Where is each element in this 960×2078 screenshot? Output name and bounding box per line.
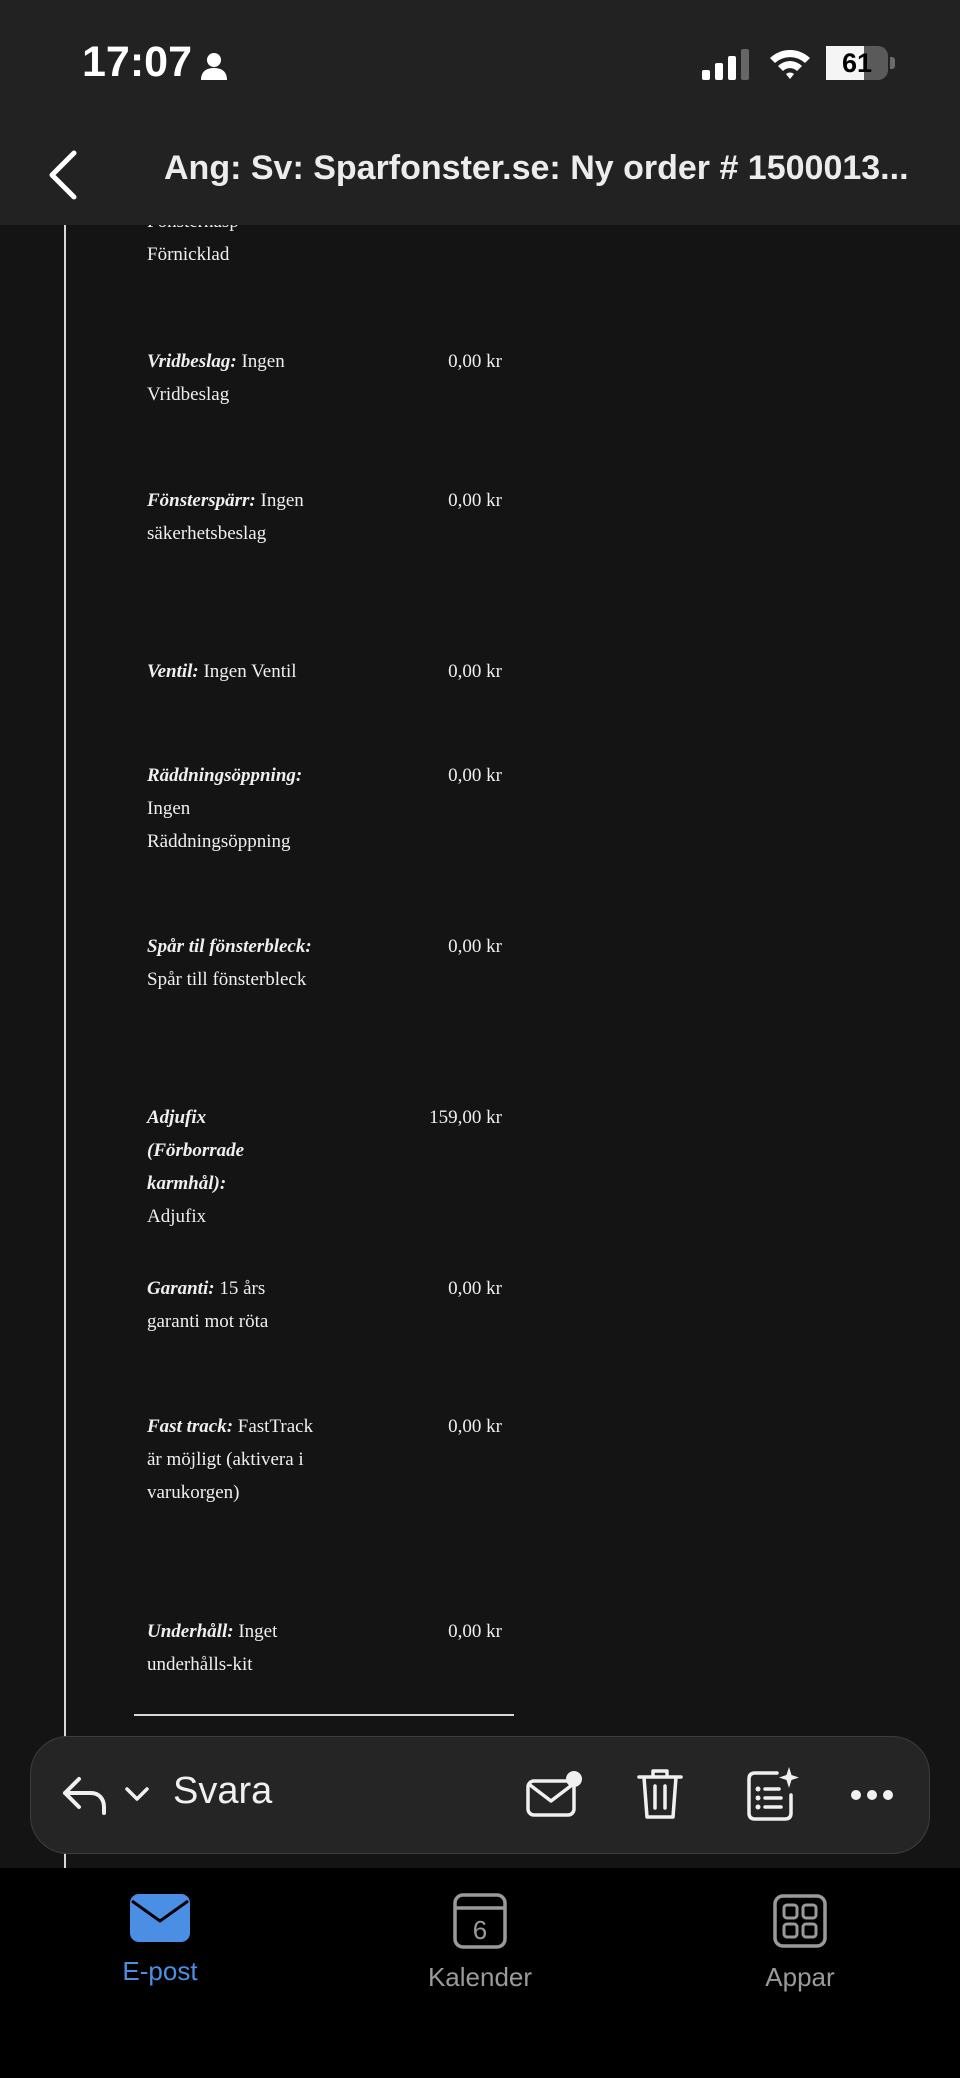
apps-grid-icon bbox=[772, 1892, 828, 1950]
option-price: 159,00 kr bbox=[429, 1107, 502, 1128]
option-label: Fast track: bbox=[147, 1416, 234, 1437]
option-description bbox=[147, 1101, 257, 1233]
tab-label: Kalender bbox=[427, 1962, 533, 1992]
status-time: 17:07 bbox=[82, 38, 192, 86]
option-label: Underhåll: bbox=[147, 1621, 234, 1642]
battery-indicator bbox=[826, 46, 896, 80]
calendar-day: 6 bbox=[472, 1915, 488, 1945]
reply-action-bar bbox=[30, 1736, 930, 1854]
option-description bbox=[147, 1272, 322, 1338]
option-label: Ventil: bbox=[147, 661, 199, 682]
person-icon bbox=[198, 50, 230, 82]
wifi-icon bbox=[768, 46, 812, 80]
option-description bbox=[147, 655, 322, 688]
option-value: Adjufix bbox=[147, 1206, 207, 1227]
summary-divider bbox=[134, 1714, 514, 1716]
email-body[interactable] bbox=[0, 225, 960, 1865]
option-label: Adjufix (Förborrade karmhål): bbox=[147, 1107, 245, 1194]
status-bar bbox=[0, 0, 960, 125]
option-price: 0,00 kr bbox=[448, 490, 502, 511]
option-label: Garanti: bbox=[147, 1278, 215, 1299]
option-price: 0,00 kr bbox=[448, 765, 502, 786]
option-value: Spår till fönsterbleck bbox=[147, 969, 307, 990]
clipped-text: Förnicklad bbox=[147, 244, 230, 265]
option-value: Ingen säkerhetsbeslag bbox=[147, 490, 304, 544]
option-value: FastTrack är möjligt (aktivera i varukorgen) bbox=[147, 1416, 314, 1503]
battery-percent: 61 bbox=[841, 48, 873, 78]
cellular-signal-icon bbox=[700, 48, 752, 80]
option-price: 0,00 kr bbox=[448, 1621, 502, 1642]
option-description bbox=[147, 1615, 322, 1681]
option-description bbox=[147, 759, 322, 858]
option-label: Fönsterspärr: bbox=[147, 490, 256, 511]
ai-summary-icon[interactable] bbox=[743, 1765, 801, 1823]
option-label: Räddningsöppning: bbox=[147, 765, 303, 786]
mail-icon bbox=[129, 1892, 191, 1944]
mail-header bbox=[0, 125, 960, 225]
tab-calendar[interactable] bbox=[380, 1892, 580, 2012]
quote-bar bbox=[64, 225, 66, 1875]
option-price: 0,00 kr bbox=[448, 1278, 502, 1299]
chevron-down-icon[interactable] bbox=[123, 1783, 151, 1805]
option-description bbox=[147, 1410, 322, 1509]
option-description bbox=[147, 484, 322, 550]
option-description bbox=[147, 345, 322, 411]
option-description bbox=[147, 930, 322, 996]
option-label: Spår til fönsterbleck: bbox=[147, 936, 312, 957]
mark-unread-icon[interactable] bbox=[525, 1769, 583, 1821]
option-value: 15 års garanti mot röta bbox=[147, 1278, 269, 1332]
reply-button[interactable]: Svara bbox=[173, 1770, 273, 1812]
option-label: Vridbeslag: bbox=[147, 351, 237, 372]
option-value: Inget underhålls-kit bbox=[147, 1621, 278, 1675]
option-value: Ingen Räddningsöppning bbox=[147, 798, 291, 852]
option-value: Ingen Ventil bbox=[203, 661, 297, 682]
trash-icon[interactable] bbox=[635, 1765, 685, 1823]
bottom-tab-bar bbox=[0, 1868, 960, 2078]
option-price: 0,00 kr bbox=[448, 351, 502, 372]
option-price: 0,00 kr bbox=[448, 661, 502, 682]
option-value: Ingen Vridbeslag bbox=[147, 351, 285, 405]
calendar-icon bbox=[452, 1892, 508, 1950]
tab-label: Appar bbox=[765, 1962, 835, 1992]
email-subject: Ang: Sv: Sparfonster.se: Ny order # 1500013... bbox=[164, 149, 909, 187]
more-icon[interactable] bbox=[849, 1781, 895, 1809]
tab-apps[interactable] bbox=[700, 1892, 900, 2012]
option-price: 0,00 kr bbox=[448, 936, 502, 957]
tab-mail[interactable] bbox=[60, 1892, 260, 2012]
tab-label: E-post bbox=[122, 1956, 198, 1986]
option-price: 0,00 kr bbox=[448, 1416, 502, 1437]
chevron-left-icon[interactable] bbox=[36, 145, 96, 205]
reply-icon[interactable] bbox=[59, 1771, 109, 1819]
